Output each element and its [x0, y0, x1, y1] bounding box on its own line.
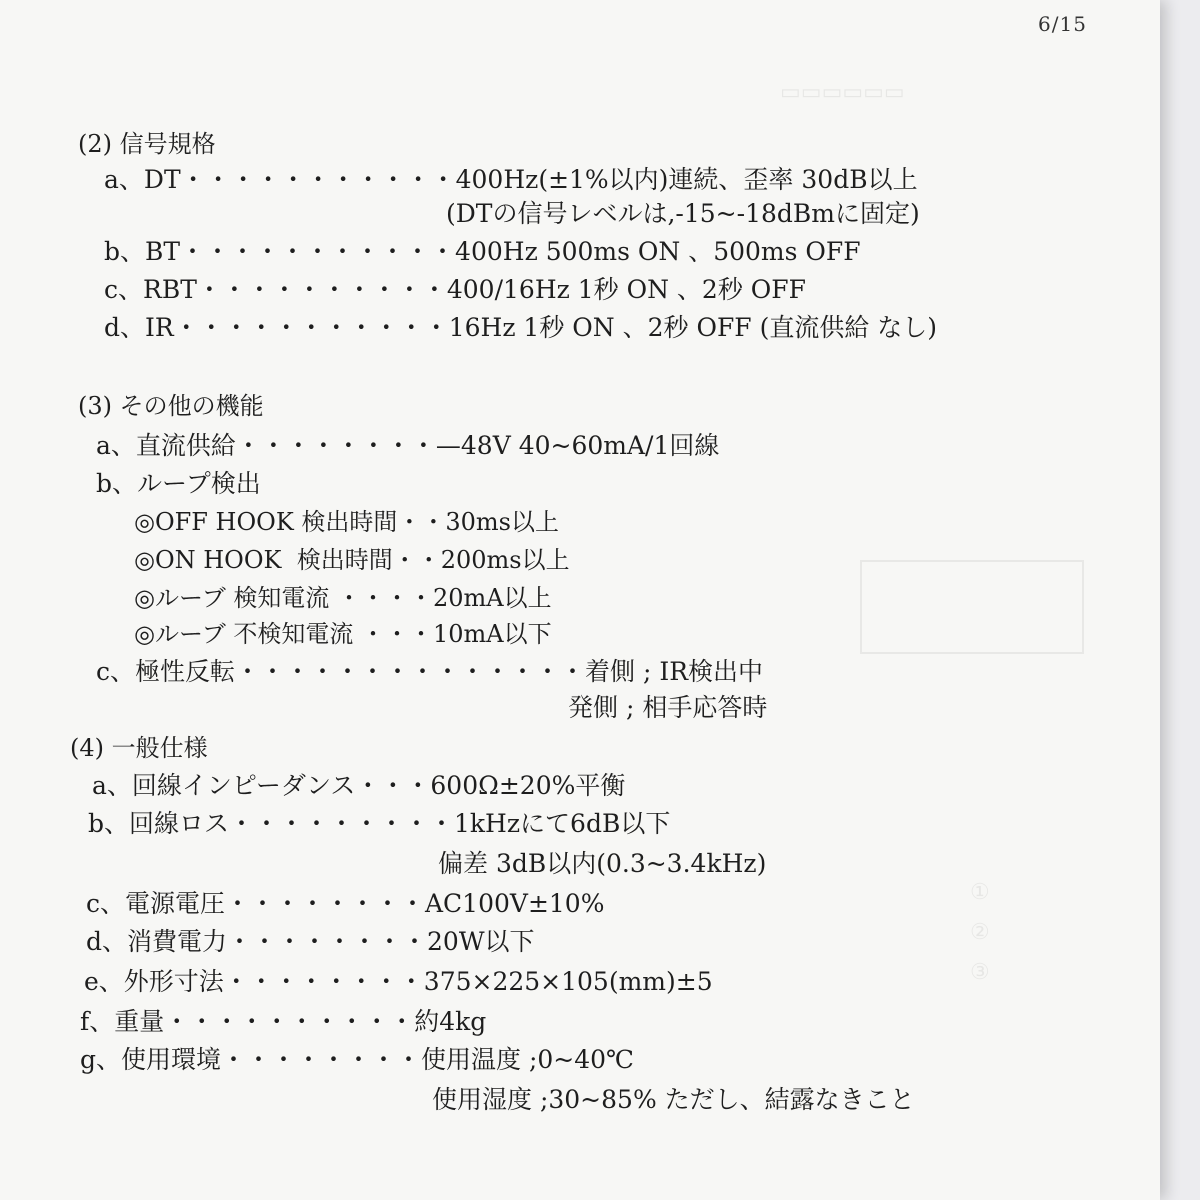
spec-line-bt: b、BT・・・・・・・・・・・400Hz 500ms ON 、500ms OFF — [104, 237, 861, 266]
section-heading-general-spec: (4) 一般仕様 — [70, 734, 208, 762]
spec-line-on-hook: ◎ON HOOK 検出時間・・200ms以上 — [134, 546, 570, 574]
spec-line-power-consumption: d、消費電力・・・・・・・・20W以下 — [86, 927, 535, 956]
spec-line-weight: f、重量・・・・・・・・・・約4kg — [80, 1007, 487, 1036]
spec-line-environment-humidity: 使用湿度 ;30~85% ただし、結露なきこと — [432, 1085, 915, 1114]
spec-line-dc-supply: a、直流供給・・・・・・・・—48V 40~60mA/1回線 — [96, 431, 720, 460]
spec-line-line-loss-deviation: 偏差 3dB以内(0.3~3.4kHz) — [438, 849, 767, 878]
spec-line-off-hook: ◎OFF HOOK 検出時間・・30ms以上 — [134, 508, 560, 536]
show-through-decoration: ▭▭▭▭▭▭ — [780, 80, 905, 105]
spec-line-loop-no-current: ◎ルーブ 不検知電流 ・・・10mA以下 — [134, 620, 552, 648]
spec-line-ir: d、IR・・・・・・・・・・・16Hz 1秒 ON 、2秒 OFF (直流供給 なし) — [104, 313, 938, 342]
page-number: 6/15 — [1038, 12, 1087, 36]
spec-line-line-loss: b、回線ロス・・・・・・・・・1kHzにて6dB以下 — [88, 809, 671, 838]
show-through-decoration — [860, 560, 1084, 654]
show-through-decoration: ③ — [970, 960, 990, 985]
spec-line-rbt: c、RBT・・・・・・・・・・400/16Hz 1秒 ON 、2秒 OFF — [104, 275, 806, 304]
spec-line-environment-temp: g、使用環境・・・・・・・・使用温度 ;0~40℃ — [80, 1045, 635, 1074]
spec-line-loop-detect: b、ループ検出 — [96, 469, 261, 498]
spec-line-dt: a、DT・・・・・・・・・・・400Hz(±1%以内)連続、歪率 30dB以上 — [104, 165, 918, 194]
show-through-decoration: ① — [970, 880, 990, 905]
spec-line-dimensions: e、外形寸法・・・・・・・・375×225×105(mm)±5 — [84, 967, 713, 996]
spec-line-impedance: a、回線インピーダンス・・・600Ω±20%平衡 — [92, 771, 626, 800]
spec-line-loop-current: ◎ルーブ 検知電流 ・・・・20mA以上 — [134, 584, 552, 612]
show-through-decoration: ② — [970, 920, 990, 945]
spec-line-dt-note: (DTの信号レベルは,-15~-18dBmに固定) — [446, 199, 920, 228]
spec-line-polarity: c、極性反転・・・・・・・・・・・・・・着側 ; IR検出中 — [96, 657, 764, 686]
spec-line-polarity-send: 発側 ; 相手応答時 — [568, 693, 768, 722]
section-heading-other-functions: (3) その他の機能 — [78, 392, 264, 420]
section-heading-signal-spec: (2) 信号規格 — [78, 130, 216, 158]
spec-line-supply-voltage: c、電源電圧・・・・・・・・AC100V±10% — [86, 889, 605, 918]
